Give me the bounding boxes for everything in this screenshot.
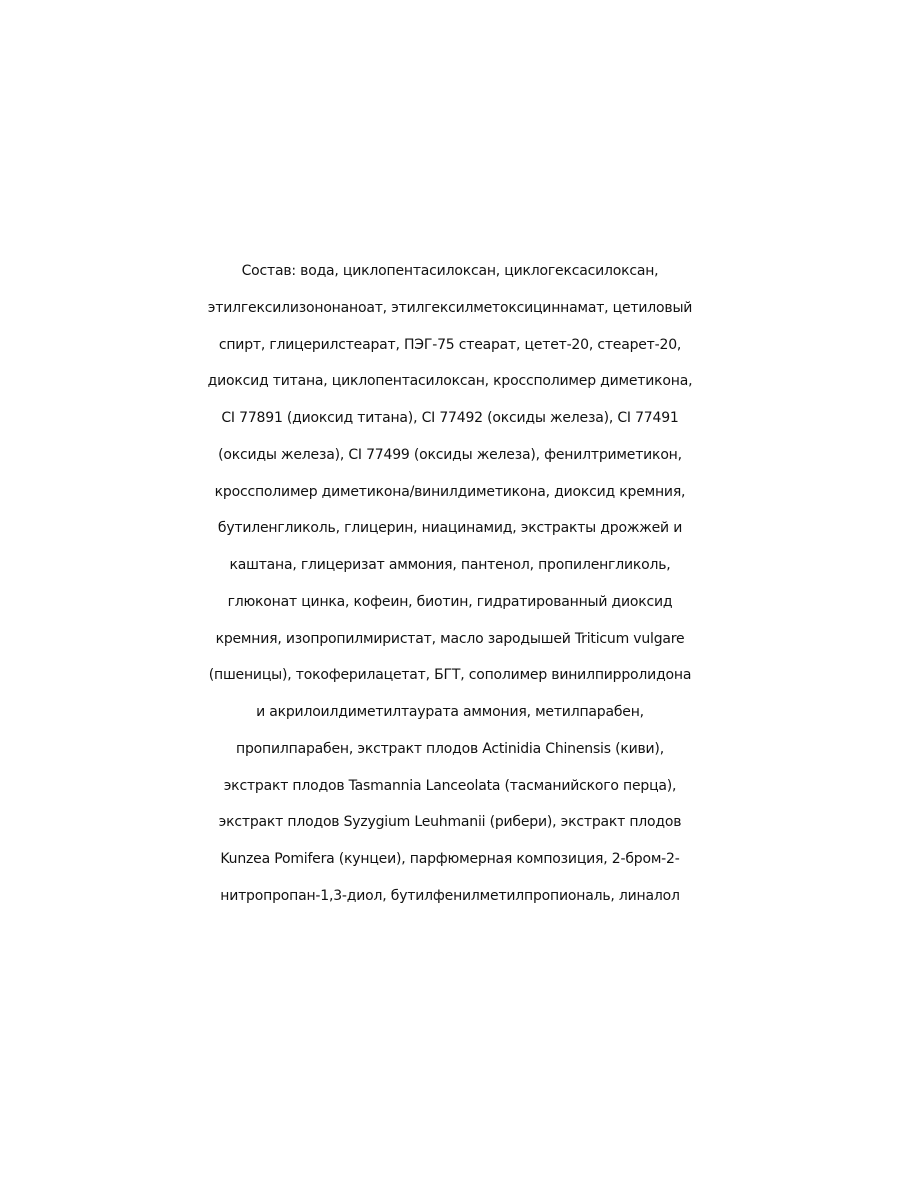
ingredients-line: диоксид титана, циклопентасилоксан, кроссполимер диметикона, [207,373,693,390]
ingredients-line: экстракт плодов Tasmannia Lanceolata (тасманийского перца), [223,777,677,794]
ingredients-line: экстракт плодов Syzygium Leuhmanii (рибери), экстракт плодов [218,814,682,831]
ingredients-line: кроссполимер диметикона/винилдиметикона, диоксид кремния, [214,483,686,500]
ingredients-line: бутиленгликоль, глицерин, ниацинамид, экстракты дрожжей и [217,520,683,537]
ingredients-line: спирт, глицерилстеарат, ПЭГ-75 стеарат, цетет-20, стеарет-20, [218,336,682,353]
ingredients-line: CI 77891 (диоксид титана), CI 77492 (оксиды железа), CI 77491 [221,410,679,426]
ingredients-line: Состав: вода, циклопентасилоксан, циклогексасилоксан, [241,263,659,279]
ingredients-line: Kunzea Pomifera (кунцеи), парфюмерная композиция, 2-бром-2- [220,851,680,867]
ingredients-line: каштана, глицеризат аммония, пантенол, пропиленгликоль, [229,557,671,573]
ingredients-line: и акрилоилдиметилтаурата аммония, метилпарабен, [256,704,644,720]
ingredients-line: (оксиды железа), CI 77499 (оксиды железа), фенилтриметикон, [218,446,682,463]
ingredients-line: нитропропан-1,3-диол, бутилфенилметилпропиональ, линалол [220,887,680,904]
ingredients-text [0,253,900,915]
ingredients-line: (пшеницы), токоферилацетат, БГТ, сополимер винилпирролидона [208,667,692,684]
ingredients-line: этилгексилизононаноат, этилгексилметоксициннамат, цетиловый [207,299,693,316]
ingredients-line: пропилпарабен, экстракт плодов Actinidia Chinensis (киви), [236,740,664,757]
ingredients-line: глюконат цинка, кофеин, биотин, гидратированный диоксид [227,593,673,610]
ingredients-line: кремния, изопропилмиристат, масло зародышей Triticum vulgare [215,630,685,647]
